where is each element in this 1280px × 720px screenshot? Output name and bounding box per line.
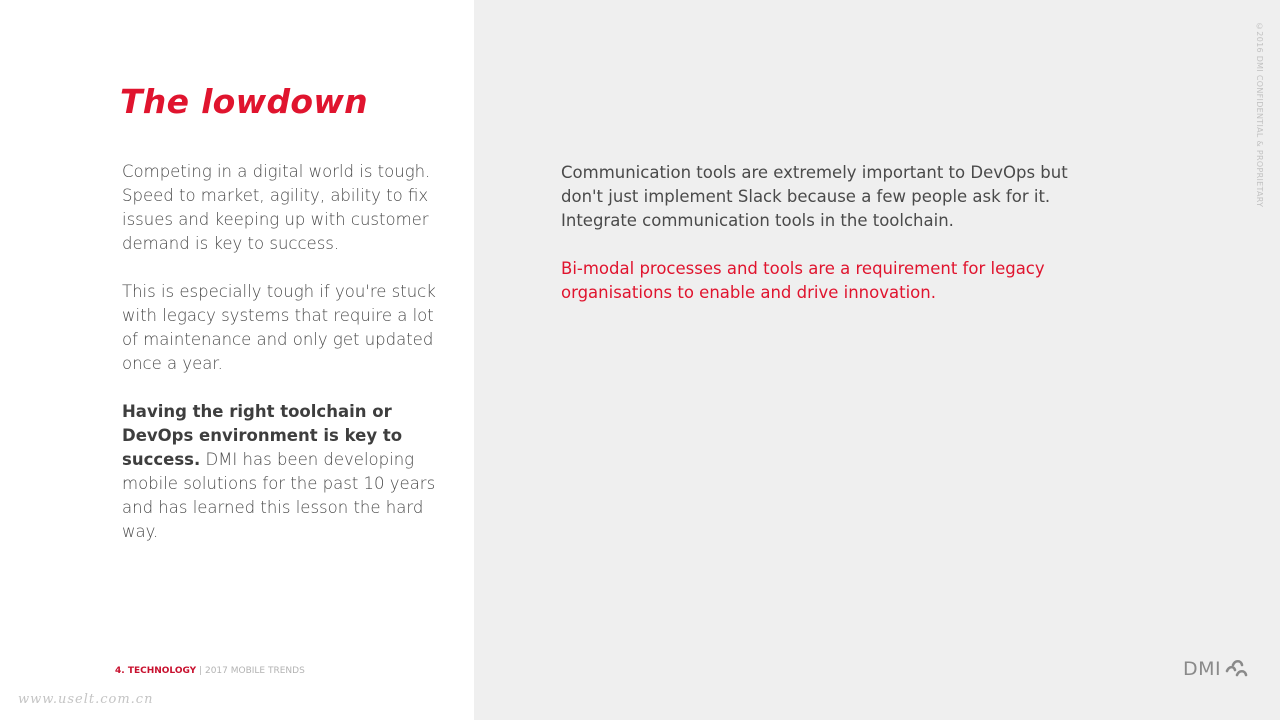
footer-section: 4. TECHNOLOGY bbox=[115, 666, 197, 676]
right-paragraph-1: Communication tools are extremely important to DevOps but don't just implement Slack because a few people ask for it. Integrate communication tools in the toolchain. bbox=[561, 163, 1068, 230]
right-paragraph-2-highlight: Bi-modal processes and tools are a requirement for legacy organisations to enable and drive innovation. bbox=[561, 259, 1045, 302]
slide-title: The lowdown bbox=[120, 82, 368, 121]
left-column bbox=[122, 160, 452, 568]
left-paragraph-2: This is especially tough if you're stuck with legacy systems that require a lot of maintenance and only get updated once a year. bbox=[122, 282, 436, 373]
dmi-logo-mark-icon bbox=[1224, 657, 1248, 681]
dmi-logo-text: DMI bbox=[1183, 658, 1222, 680]
footer bbox=[115, 666, 305, 676]
watermark: www.uselt.com.cn bbox=[18, 692, 154, 707]
left-paragraph-3-rest: DMI has been developing mobile solutions for the past 10 years and has learned this lesson the hard way. bbox=[122, 450, 436, 541]
left-paragraph-1: Competing in a digital world is tough. Speed to market, agility, ability to fix issues and keeping up with customer demand is key to success. bbox=[122, 162, 431, 253]
dmi-logo bbox=[1183, 656, 1248, 682]
right-panel bbox=[474, 0, 1280, 720]
left-paragraph-3 bbox=[122, 400, 452, 544]
footer-separator: | bbox=[196, 666, 205, 676]
left-paragraph-3-bold: Having the right toolchain or DevOps environment is key to success. bbox=[122, 402, 403, 469]
confidential-label: ©2016 DMI CONFIDENTIAL & PROPRIETARY bbox=[1255, 22, 1264, 208]
footer-deck-title: 2017 MOBILE TRENDS bbox=[204, 666, 305, 676]
right-column bbox=[561, 161, 1081, 329]
